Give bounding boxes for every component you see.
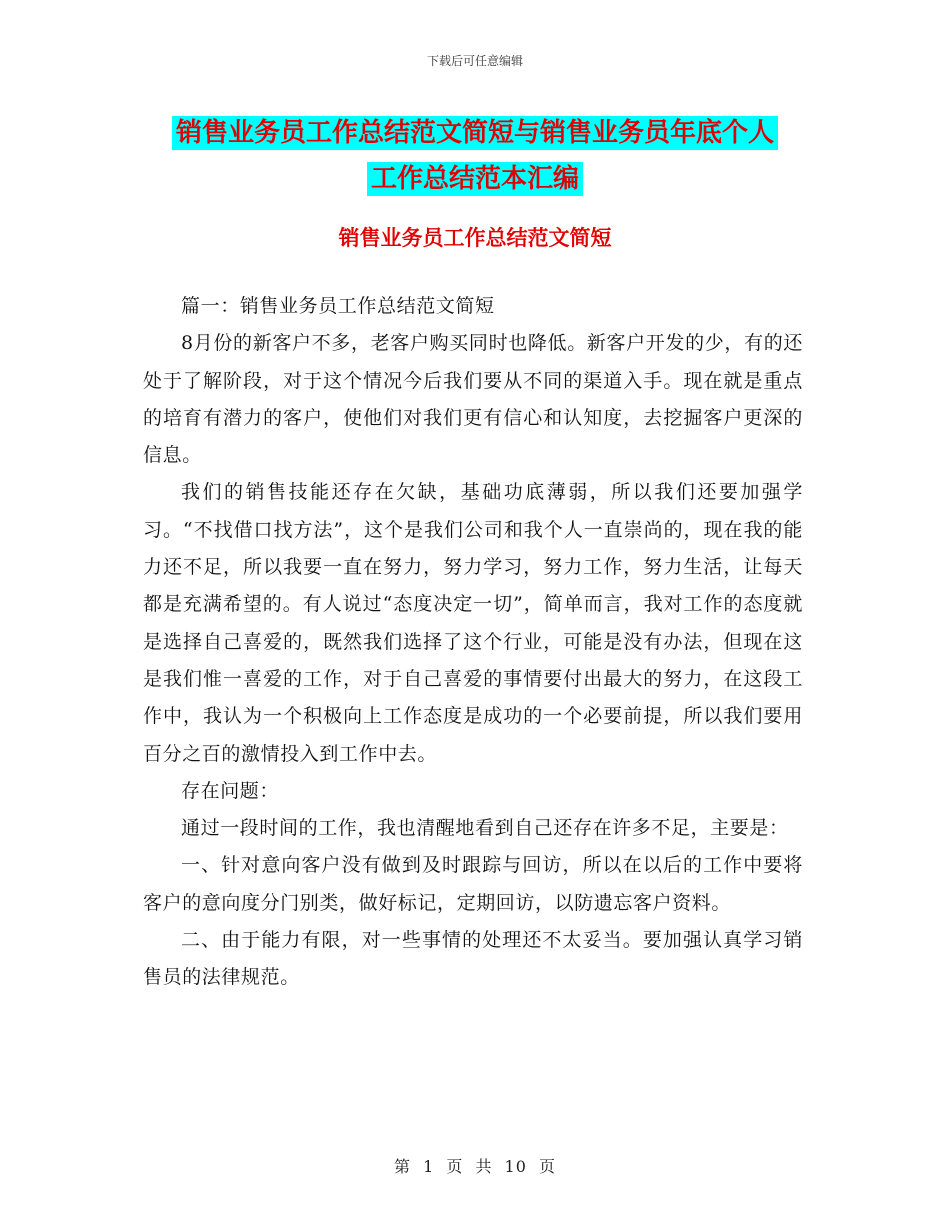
- paragraph: 8月份的新客户不多，老客户购买同时也降低。新客户开发的少，有的还处于了解阶段，对于这个情况今后我们要从不同的渠道入手。现在就是重点的培育有潜力的客户，使他们对我们更有信心和认知度，去挖掘客户更深的信息。: [143, 332, 803, 467]
- document-title-line-2: 工作总结范本汇编: [367, 162, 583, 196]
- section-title: 销售业务员工作总结范文简短: [338, 225, 612, 250]
- header-note: 下载后可任意编辑: [426, 54, 523, 68]
- document-body: [143, 288, 803, 997]
- document-title-line-1: 销售业务员工作总结范文简短与销售业务员年底个人: [172, 116, 778, 150]
- paragraph: 我们的销售技能还存在欠缺，基础功底薄弱，所以我们还要加强学习。“不找借口找方法”，这个是我们公司和我个人一直崇尚的，现在我的能力还不足，所以我要一直在努力，努力学习，努力工作，努力生活，让每天都是充满希望的。有人说过“态度决定一切”，简单而言，我对工作的态度就是选择自己喜爱的，既然我们选择了这个行业，可能是没有办法，但现在这是我们惟一喜爱的工作，对于自己喜爱的事情要付出最大的努力，在这段工作中，我认为一个积极向上工作态度是成功的一个必要前提，所以我们要用百分之百的激情投入到工作中去。: [143, 481, 803, 765]
- paragraph: 一、针对意向客户没有做到及时跟踪与回访，所以在以后的工作中要将客户的意向度分门别类，做好标记，定期回访，以防遗忘客户资料。: [143, 854, 803, 914]
- paragraph: 通过一段时间的工作，我也清醒地看到自己还存在许多不足，主要是：: [181, 817, 789, 840]
- paragraph: 二、由于能力有限，对一些事情的处理还不太妥当。要加强认真学习销售员的法律规范。: [143, 929, 803, 989]
- paragraph-subheading: 篇一：销售业务员工作总结范文简短: [181, 295, 495, 317]
- document-title: [140, 110, 810, 202]
- page-footer: 第 1 页 共 10 页: [394, 1157, 556, 1176]
- paragraph-subheading: 存在问题：: [181, 779, 280, 802]
